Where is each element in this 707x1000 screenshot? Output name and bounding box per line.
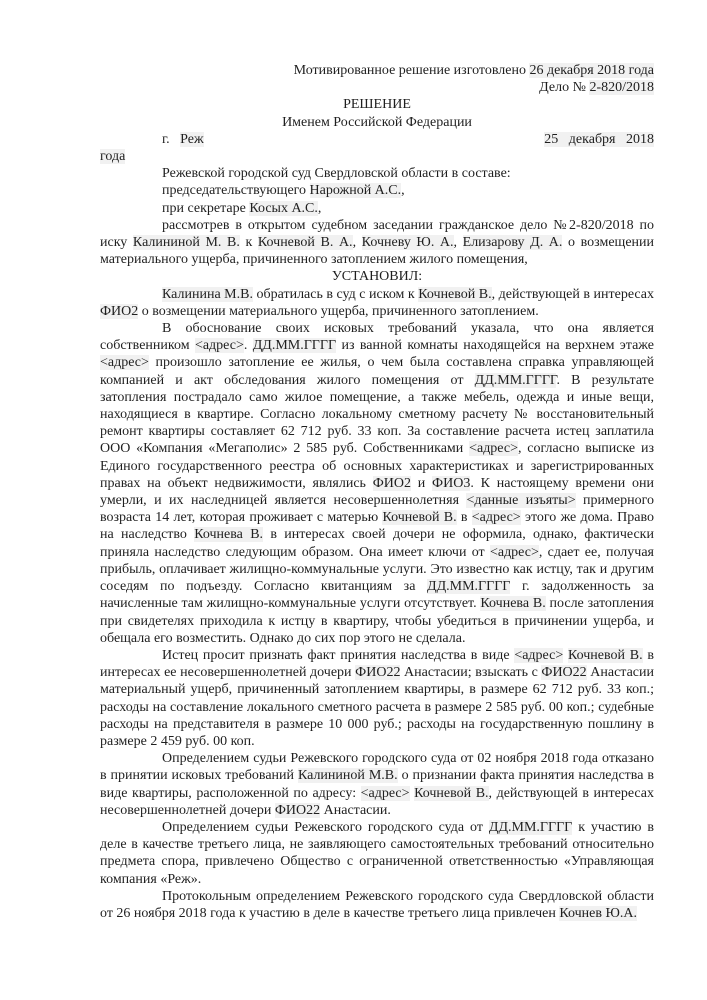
redacted-text: ФИО22 (274, 802, 321, 818)
redacted-text: ФИО2 (372, 475, 411, 491)
presiding-judge (100, 182, 654, 199)
ustanovil-heading (100, 268, 654, 285)
case-number-line (100, 79, 654, 96)
redacted-text: ФИО22 (355, 665, 401, 681)
document-title (100, 96, 654, 113)
text-segment: произошло затопление ее жилья, о чем была составлена справка управляющей компанией и акт обследования жилого помещения от (100, 355, 654, 388)
redacted-text: ДД.ММ.ГГГГ (252, 338, 337, 354)
redacted-text: Кочневой В. (382, 510, 457, 526)
document-body (100, 62, 654, 922)
text-segment: о возмещении материального ущерба, причиненного затоплением жилого помещения, (100, 235, 655, 268)
text-segment: примерного возраста 14 лет, которая проживает с матерью (100, 493, 654, 526)
redacted-text: <адрес> (360, 785, 410, 801)
redacted-text: Кочневой В. (567, 647, 643, 663)
text-segment: Именем Российской Федерации (282, 114, 472, 130)
redacted-text: Кочневой В. А. (257, 235, 353, 251)
redacted-text: Кочневу Ю. А. (361, 235, 454, 251)
redacted-text: Кочнева В. (194, 527, 264, 543)
redacted-text: <адрес> (514, 647, 564, 663)
text-segment: при секретаре (162, 200, 250, 216)
text-segment: УСТАНОВИЛ: (331, 269, 423, 285)
text-segment: Протокольным определением Режевского городского суда Свердловской области от 26 ноября 2018 года к участию в деле в качестве третьего лица привлечен (100, 888, 654, 921)
redacted-text: 26 декабря 2018 года (529, 63, 654, 78)
redacted-text: Калининой М. В. (132, 235, 240, 251)
text-segment: , согласно выписке из Единого государственного реестра об основных характеристиках и зарегистрированных правах на объект недвижимости, являлись (100, 441, 654, 491)
redacted-text: ДД.ММ.ГГГГ (427, 579, 511, 595)
text-segment: . В результате затопления пострадало само жилое помещение, а также мебель, одежда и иные вещи, находящиеся в квартире. Согласно локальному сметному расчету № восстановительный ремонт квартиры составляет 62 712 руб. 33 коп. За составление расчета истец заплатила ООО «Компания «Мегаполис» 2 585 руб. Собственниками (100, 372, 655, 457)
text-segment: РЕШЕНИЕ (343, 97, 411, 113)
secretary (100, 200, 654, 217)
redacted-text: Елизарову Д. А. (462, 235, 563, 251)
redacted-text: Косых А.С. (249, 200, 318, 216)
redacted-text: Кочневой В. (414, 785, 489, 801)
text-segment: Истец просит признать факт принятия наследства в виде (162, 647, 515, 663)
text-segment: о возмещении материального ущерба, причиненного затоплением. (138, 303, 539, 319)
text-segment: о признании факта принятия наследства в виде квартиры, расположенной по адресу: (100, 768, 654, 801)
redacted-text: Кочнева В. (480, 596, 546, 612)
text-segment: Определением судьи Режевского городского суда от (162, 819, 489, 835)
text-segment: Определением судьи Режевского городского суда от 02 ноября 2018 года отказано в принятии исковых требований (100, 751, 654, 784)
motivated-decision-date (100, 62, 654, 79)
redacted-text: <адрес> (469, 441, 518, 457)
redacted-text: ДД.ММ.ГГГГ (474, 372, 557, 388)
redacted-text: 2-820/2018 (589, 80, 654, 96)
redacted-text: Кочневой В. (418, 286, 492, 302)
place-and-date-line (100, 131, 654, 148)
text-segment: В обоснование своих исковых требований указала, что она является собственником (100, 321, 654, 354)
date-wrap-line (100, 148, 654, 165)
text-segment: рассмотрев в открытом судебном заседании гражданское дело №2-820/2018 по иску (100, 217, 654, 251)
text-segment: из ванной комнаты находящейся на верхнем этаже (336, 338, 655, 354)
text-segment: после затопления при свидетелях приходила к истцу в квартиру, чтобы убедиться в причинении ущерба, и обещала его возместить. Однако до сих пор этого не сделала. (100, 596, 654, 646)
text-segment: Дело № (539, 80, 590, 96)
redacted-text: Кочнев Ю.А. (559, 905, 637, 921)
text-segment: , (453, 235, 463, 251)
claim-grounds (100, 320, 654, 647)
text-segment: этого же дома. Право на наследство (100, 510, 654, 543)
text-segment: , сдает ее, получая прибыль, оплачивает жилищно-коммунальные услуги. Это известно как истцу, так и другим соседям по подъезду. Согласно квитанциям за (100, 544, 654, 595)
case-intro (100, 217, 654, 269)
text-segment: в (456, 510, 472, 526)
place-label (162, 131, 204, 148)
text-segment: Режевской городской суд Свердловской области в составе: (162, 166, 511, 182)
text-segment: и (410, 475, 433, 491)
text-segment: председательствующего (162, 183, 310, 199)
text-segment: . К настоящему времени они умерли, и их наследницей является несовершеннолетняя (100, 475, 654, 509)
redacted-text: Калинина М.В. (162, 286, 253, 302)
text-segment: к участию в деле в качестве третьего лица, не заявляющего самостоятельных требований относительно предмета спора, привлечено Общество с ограниченной ответственностью «Управляющая компания «Реж». (100, 819, 654, 887)
text-segment: в интересах своей дочери не оформила, однако, фактически приняла наследство следующим образом. Она имеет ключи от (100, 527, 654, 560)
court-composition (100, 165, 654, 182)
redacted-text: <адрес> (489, 544, 539, 560)
claim-demands (100, 647, 654, 750)
redacted-text: Нарожной А.С. (309, 183, 402, 199)
decision-date (544, 131, 654, 148)
redacted-text: ФИО3 (432, 475, 471, 491)
redacted-text: ФИО2 (100, 303, 139, 319)
ruling-third-party-kochnev (100, 888, 654, 922)
text-segment: Анастасии; взыскать с (400, 665, 542, 681)
text-segment: в интересах ее несовершеннолетней дочери (100, 647, 654, 681)
redacted-text: года (100, 149, 126, 165)
ruling-third-party-uk (100, 819, 654, 888)
redacted-text: <адрес> (471, 510, 521, 526)
redacted-text: <адрес> (194, 338, 244, 354)
redacted-text: ФИО22 (541, 665, 587, 681)
document-subtitle (100, 114, 654, 131)
ruling-november-2 (100, 750, 654, 819)
redacted-text: Реж (180, 131, 204, 147)
text-segment: , (352, 235, 362, 251)
claim-summary (100, 286, 654, 320)
text-segment: г. задолженность за начисленные там жилищно-коммунальные услуги отсутствует. (100, 579, 655, 612)
redacted-text: <адрес> (100, 355, 149, 371)
text-segment: г. (162, 131, 181, 147)
text-segment: к (239, 235, 258, 251)
text-segment: , (317, 200, 322, 216)
text-segment: обратилась в суд с иском к (252, 286, 419, 302)
redacted-text: 25 декабря 2018 (544, 131, 654, 147)
text-segment: Анастасии. (320, 802, 391, 818)
text-segment: , (401, 183, 405, 199)
text-segment: Мотивированное решение изготовлено (293, 63, 530, 78)
text-segment: , действующей в интересах несовершеннолетней дочери (100, 785, 655, 818)
text-segment: . (243, 338, 253, 354)
redacted-text: <данные изъяты> (466, 493, 576, 509)
redacted-text: ДД.ММ.ГГГГ (488, 819, 573, 835)
text-segment: Анастасии материальный ущерб, причиненный затоплением квартиры, в размере 62 712 руб. 33 коп.; расходы на составление локального сметного расчета в размере 2 585 руб. 00 коп.; судебные расходы на представителя в размере 10 000 руб.; расходы на государственную пошлину в размере 2 459 руб. 00 коп. (100, 665, 655, 749)
text-segment: , действующей в интересах (491, 286, 655, 302)
redacted-text: Калининой М.В. (297, 768, 398, 784)
